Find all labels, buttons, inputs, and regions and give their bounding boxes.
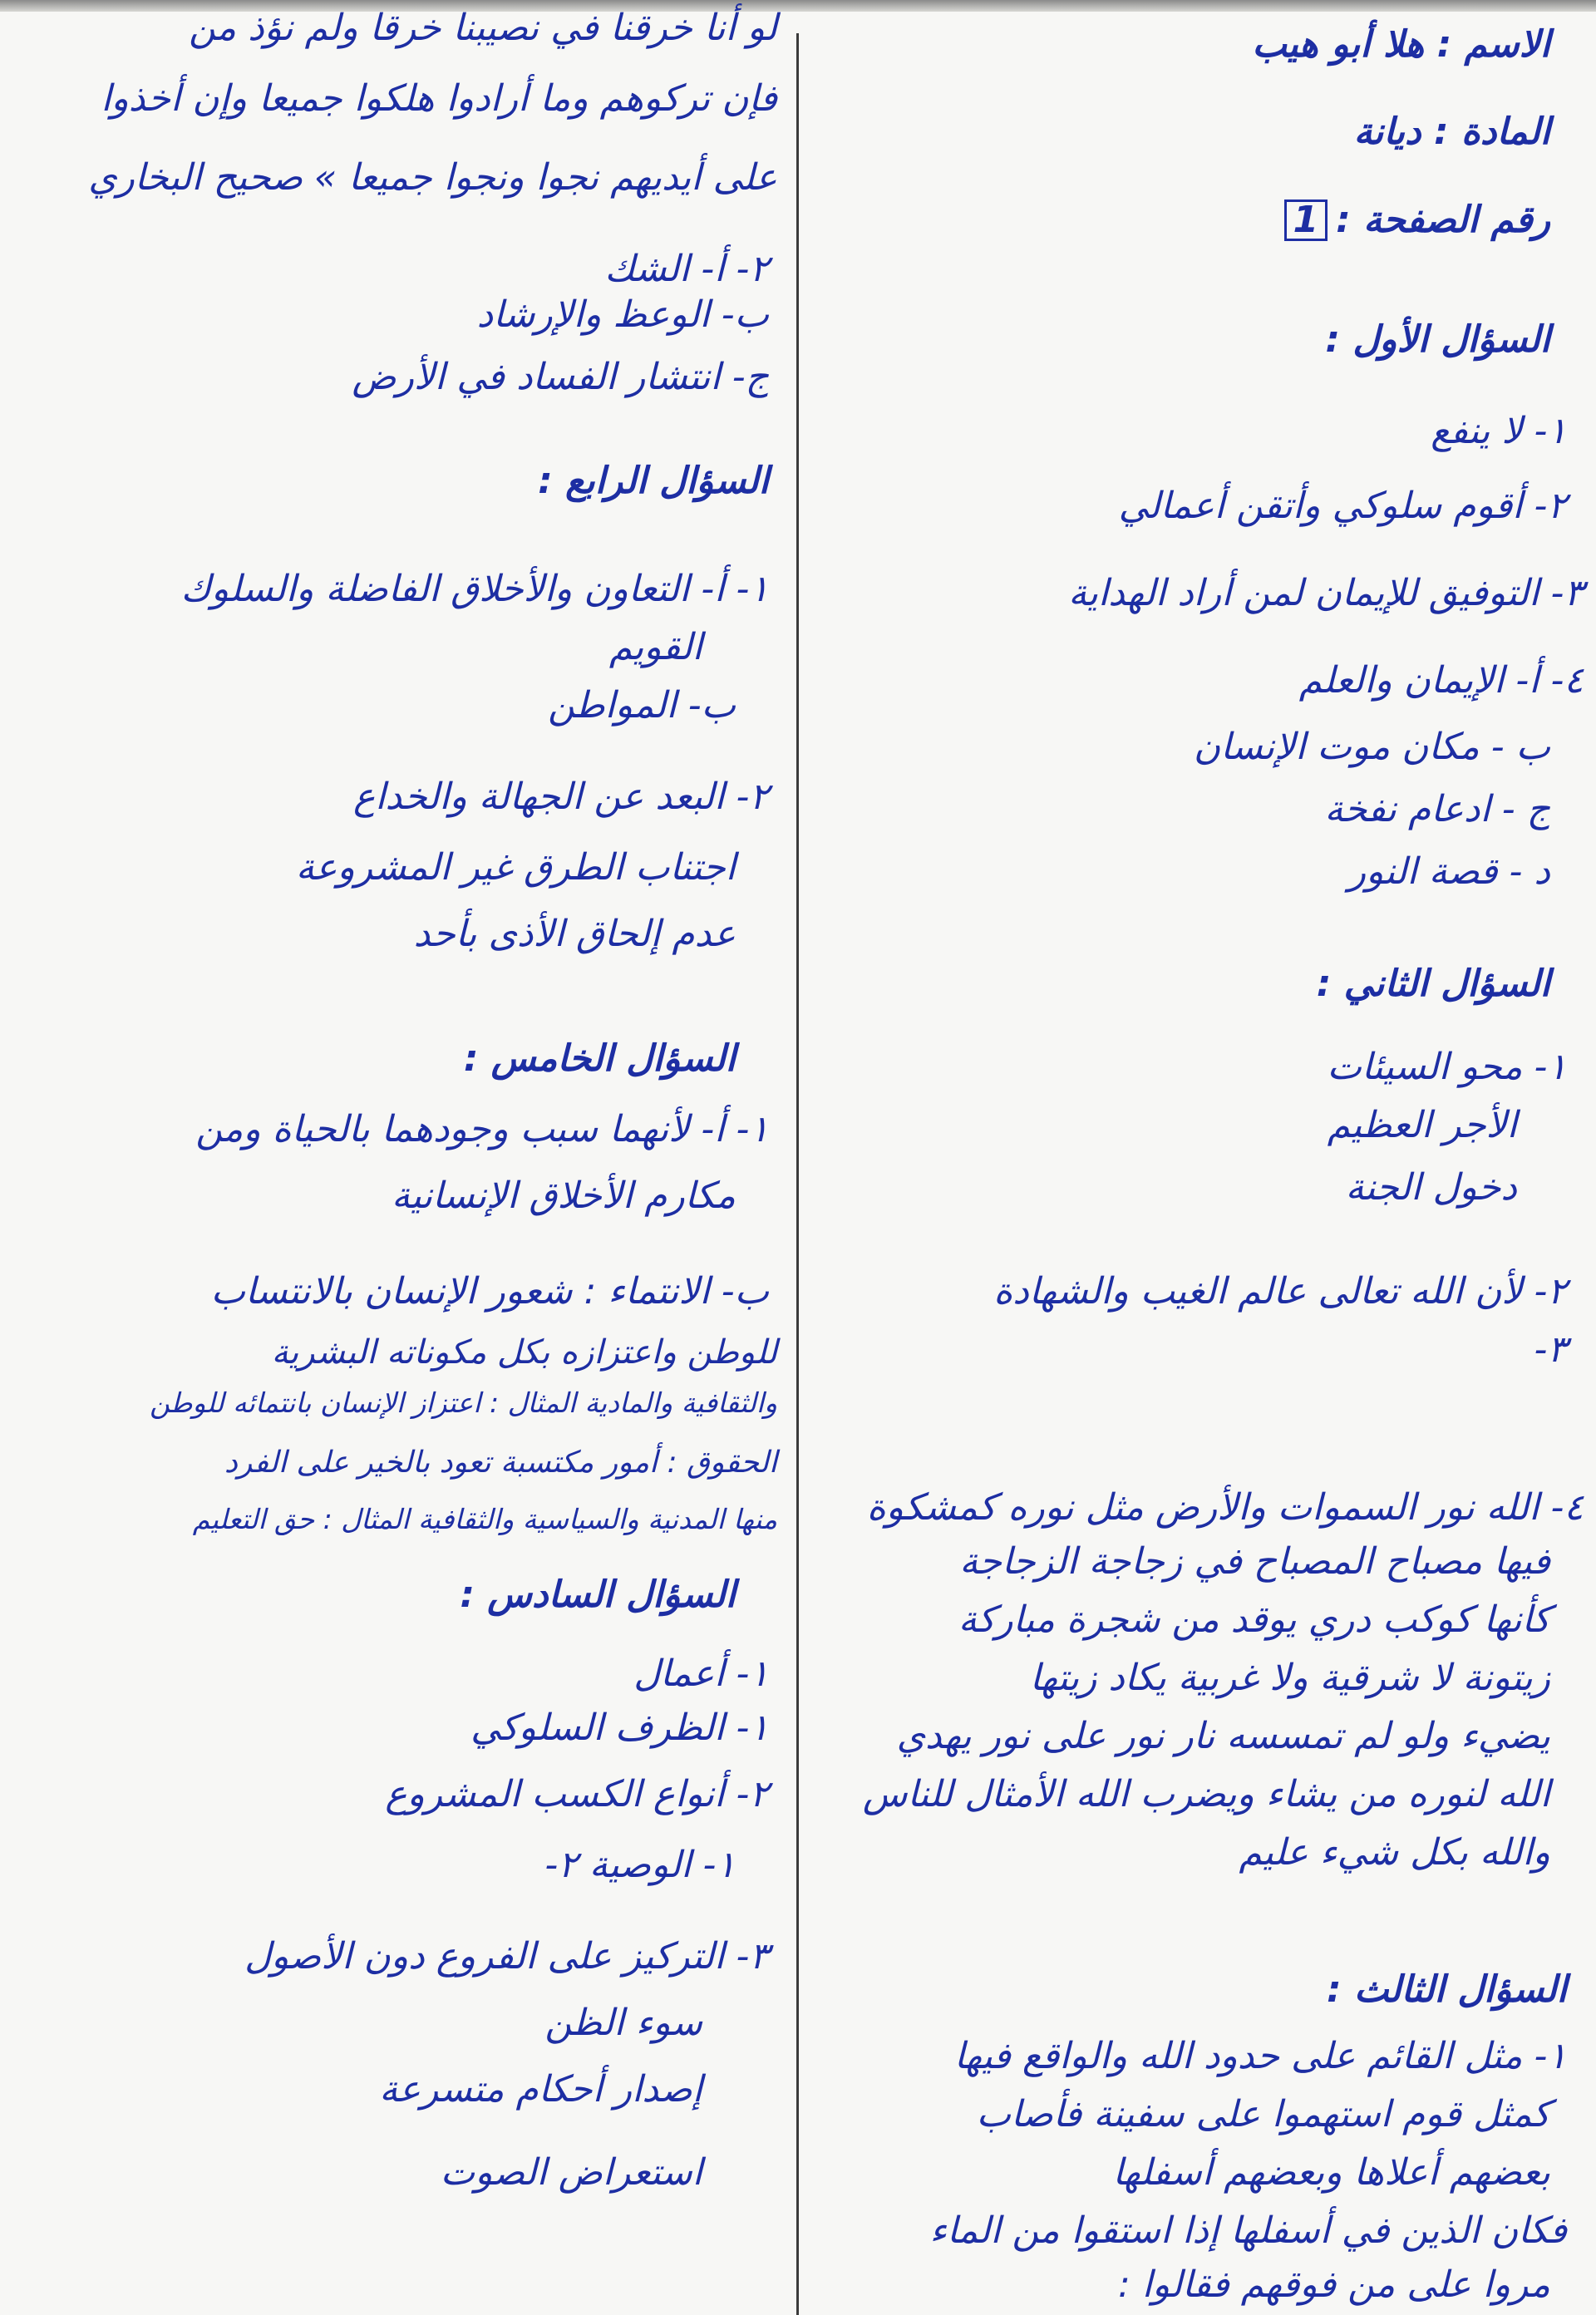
q6-line: ٣- التركيز على الفروع دون الأصول <box>244 1935 769 1978</box>
q1-heading: السؤال الأول : <box>1325 318 1550 361</box>
continued-line: ج- انتشار الفساد في الأرض <box>352 356 769 398</box>
q1-line: ١- لا ينفع <box>1431 410 1567 452</box>
column-divider <box>796 33 799 2315</box>
q5-line: مكارم الأخلاق الإنسانية <box>392 1175 736 1217</box>
q2-line: ٣- <box>1534 1328 1567 1371</box>
q3-line: فكان الذين في أسفلها إذا استقوا من الماء <box>929 2209 1567 2252</box>
subject-label: المادة : ديانة <box>1353 111 1550 153</box>
q4-line: ٢- البعد عن الجهالة والخداع <box>352 776 769 818</box>
q5-line: الحقوق : أمور مكتسبة تعود بالخير على الفرد <box>224 1446 777 1480</box>
q6-line: ١- أعمال <box>633 1653 769 1695</box>
q1-line: ب - مكان موت الإنسان <box>1193 726 1550 768</box>
right-column <box>810 0 1584 2315</box>
continued-line: ب- الوعظ والإرشاد <box>476 293 769 336</box>
continued-line: على أيديهم نجوا ونجوا جميعا » صحيح البخاري <box>88 156 777 199</box>
left-column <box>12 0 786 2315</box>
q3-line: ١- مثل القائم على حدود الله والواقع فيها <box>953 2035 1567 2077</box>
q5-line: ١- أ- لأنهما سبب وجودهما بالحياة ومن <box>195 1108 769 1150</box>
q5-heading: السؤال الخامس : <box>463 1037 736 1080</box>
q1-line: ٣- التوفيق للإيمان لمن أراد الهداية <box>1068 572 1584 614</box>
page-number-label: رقم الصفحة : <box>1336 199 1550 241</box>
quran-verse-line: زيتونة لا شرقية ولا غربية يكاد زيتها <box>1029 1657 1550 1699</box>
q1-line: ٢- أقوم سلوكي وأتقن أعمالي <box>1118 485 1567 527</box>
page-number-box: 1 <box>1284 199 1328 241</box>
q4-line: القويم <box>608 626 702 668</box>
q3-line: كمثل قوم استهموا على سفينة فأصاب <box>976 2093 1550 2135</box>
page-number-row <box>1284 199 1550 241</box>
q5-line: للوطن واعتزازه بكل مكوناته البشرية <box>271 1333 777 1372</box>
q6-heading: السؤال السادس : <box>460 1574 736 1616</box>
q3-heading: السؤال الثالث : <box>1327 1968 1567 2011</box>
q1-line: ج - ادعام نفخة <box>1324 788 1550 830</box>
continued-line: فإن تركوهم وما أرادوا هلكوا جميعا وإن أخذوا <box>101 77 777 120</box>
continued-line: لو أنا خرقنا في نصيبنا خرقا ولم نؤذ من <box>189 7 777 49</box>
quran-verse-line: يضيء ولو لم تمسسه نار نور على نور يهدي <box>896 1715 1550 1757</box>
q3-line: بعضهم أعلاها وبعضهم أسفلها <box>1112 2151 1550 2194</box>
quran-verse-line: والله بكل شيء عليم <box>1239 1831 1550 1874</box>
q6-line: سوء الظن <box>544 2002 702 2044</box>
quran-verse-line: الله لنوره من يشاء ويضرب الله الأمثال للناس <box>862 1773 1550 1815</box>
q2-heading: السؤال الثاني : <box>1316 963 1550 1005</box>
quran-verse-line: كأنها كوكب دري يوقد من شجرة مباركة <box>958 1598 1550 1641</box>
q4-line: اجتناب الطرق غير المشروعة <box>295 846 736 889</box>
q2-line: دخول الجنة <box>1345 1166 1517 1209</box>
q6-line: ١- الظرف السلوكي <box>470 1707 769 1749</box>
q2-line: ٢- لأن الله تعالى عالم الغيب والشهادة <box>993 1270 1567 1313</box>
quran-verse-line: ٤- الله نور السموات والأرض مثل نوره كمشكوة <box>866 1486 1584 1529</box>
q3-line: مروا على من فوقهم فقالوا : <box>1117 2263 1550 2306</box>
q4-line: عدم إلحاق الأذى بأحد <box>413 913 736 955</box>
student-name: الاسم : هلا أبو هيب <box>1252 23 1550 66</box>
q4-line: ١- أ- التعاون والأخلاق الفاضلة والسلوك <box>180 568 769 610</box>
quran-verse-line: فيها مصباح المصباح في زجاجة الزجاجة <box>959 1540 1550 1583</box>
q1-line: د - قصة النور <box>1347 850 1550 893</box>
q6-line: استعراض الصوت <box>440 2151 702 2194</box>
continued-line: ٢- أ- الشك <box>604 248 769 290</box>
q4-line: ب- المواطن <box>548 684 736 727</box>
q6-line: ١- الوصية ٢- <box>544 1844 736 1886</box>
q2-line: ١- محو السيئات <box>1327 1046 1567 1088</box>
q6-line: إصدار أحكام متسرعة <box>379 2068 702 2111</box>
q6-line: ٢- أنواع الكسب المشروع <box>385 1773 769 1815</box>
q5-line: ب- الانتماء : شعور الإنسان بالانتساب <box>210 1270 769 1313</box>
q5-line: منها المدنية والسياسية والثقافية المثال : حق التعليم <box>192 1503 777 1535</box>
q4-heading: السؤال الرابع : <box>538 460 769 502</box>
q2-line: الأجر العظيم <box>1327 1104 1517 1146</box>
q5-line: والثقافية والمادية المثال : اعتزاز الإنسان بانتمائه للوطن <box>150 1387 777 1419</box>
q1-line: ٤- أ- الإيمان والعلم <box>1298 659 1584 702</box>
